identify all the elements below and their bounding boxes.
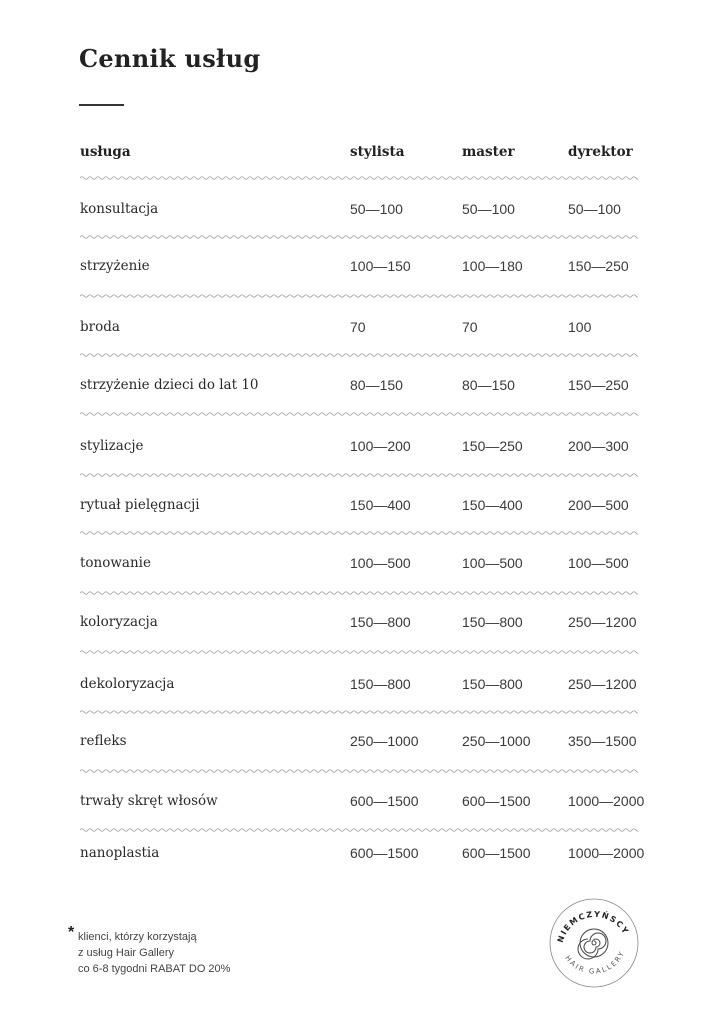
price-stylista: 600—1500	[350, 845, 419, 861]
price-dyrektor: 150—250	[568, 377, 629, 393]
price-master: 100—180	[462, 258, 523, 274]
service-name: konsultacja	[80, 201, 159, 217]
wavy-divider	[80, 827, 638, 833]
wavy-divider	[80, 709, 638, 715]
salon-logo	[548, 897, 640, 989]
table-row	[0, 551, 717, 575]
wavy-divider	[80, 411, 638, 417]
service-name: refleks	[80, 733, 127, 749]
table-row	[0, 373, 717, 397]
service-name: rytuał pielęgnacji	[80, 497, 200, 513]
wavy-divider	[80, 234, 638, 240]
table-row	[0, 197, 717, 221]
price-stylista: 150—800	[350, 614, 411, 630]
table-row	[0, 254, 717, 278]
logo-bottom-text: HAIR GALLERY	[563, 949, 627, 976]
price-master: 100—500	[462, 555, 523, 571]
price-dyrektor: 100—500	[568, 555, 629, 571]
table-row	[0, 315, 717, 339]
wavy-divider	[80, 768, 638, 774]
price-stylista: 100—150	[350, 258, 411, 274]
price-dyrektor: 250—1200	[568, 676, 637, 692]
footnote	[68, 925, 230, 977]
price-dyrektor: 200—300	[568, 438, 629, 454]
table-row	[0, 493, 717, 517]
wavy-divider	[80, 590, 638, 596]
price-stylista: 100—200	[350, 438, 411, 454]
svg-text:NIEMCZYŃSCY	[556, 909, 631, 944]
price-stylista: 50—100	[350, 201, 403, 217]
price-dyrektor: 1000—2000	[568, 845, 645, 861]
service-name: strzyżenie dzieci do lat 10	[80, 377, 259, 393]
logo-top-text: NIEMCZYŃSCY	[555, 909, 631, 944]
wavy-divider	[80, 293, 638, 299]
service-name: nanoplastia	[80, 845, 160, 861]
price-dyrektor: 150—250	[568, 258, 629, 274]
footnote-line: z usług Hair Gallery	[78, 947, 174, 959]
price-master: 70	[462, 319, 478, 335]
wavy-divider	[80, 352, 638, 358]
header-service: usługa	[80, 144, 131, 160]
price-stylista: 100—500	[350, 555, 411, 571]
price-master: 250—1000	[462, 733, 531, 749]
service-name: dekoloryzacja	[80, 676, 175, 692]
wavy-divider	[80, 530, 638, 536]
price-stylista: 600—1500	[350, 793, 419, 809]
price-master: 600—1500	[462, 793, 531, 809]
price-master: 150—800	[462, 676, 523, 692]
price-master: 600—1500	[462, 845, 531, 861]
table-row	[0, 610, 717, 634]
price-master: 150—250	[462, 438, 523, 454]
price-dyrektor: 200—500	[568, 497, 629, 513]
title-underline	[79, 104, 124, 106]
price-dyrektor: 1000—2000	[568, 793, 645, 809]
price-stylista: 80—150	[350, 377, 403, 393]
price-master: 150—400	[462, 497, 523, 513]
table-header	[0, 140, 717, 164]
price-stylista: 150—800	[350, 676, 411, 692]
price-stylista: 150—400	[350, 497, 411, 513]
price-stylista: 250—1000	[350, 733, 419, 749]
service-name: stylizacje	[80, 438, 144, 454]
table-row	[0, 729, 717, 753]
header-dyrektor: dyrektor	[568, 144, 633, 160]
table-row	[0, 789, 717, 813]
header-master: master	[462, 144, 515, 160]
wavy-divider	[80, 472, 638, 478]
price-stylista: 70	[350, 319, 366, 335]
price-dyrektor: 100	[568, 319, 592, 335]
wavy-divider	[80, 175, 638, 181]
header-stylista: stylista	[350, 144, 405, 160]
price-master: 150—800	[462, 614, 523, 630]
table-row	[0, 434, 717, 458]
table-row	[0, 672, 717, 696]
price-dyrektor: 250—1200	[568, 614, 637, 630]
service-name: tonowanie	[80, 555, 151, 571]
service-name: strzyżenie	[80, 258, 150, 274]
page-title: Cennik usług	[79, 44, 261, 73]
price-dyrektor: 50—100	[568, 201, 621, 217]
footnote-line: klienci, którzy korzystają	[78, 931, 197, 943]
wavy-divider	[80, 649, 638, 655]
svg-text:HAIR GALLERY	[563, 949, 626, 976]
price-dyrektor: 350—1500	[568, 733, 637, 749]
service-name: trwały skręt włosów	[80, 793, 218, 809]
service-name: broda	[80, 319, 120, 335]
price-master: 50—100	[462, 201, 515, 217]
footnote-asterisk: *	[68, 924, 75, 941]
table-row	[0, 841, 717, 865]
service-name: koloryzacja	[80, 614, 158, 630]
footnote-line: co 6-8 tygodni RABAT DO 20%	[78, 963, 231, 975]
spiral-icon	[578, 929, 608, 959]
price-master: 80—150	[462, 377, 515, 393]
